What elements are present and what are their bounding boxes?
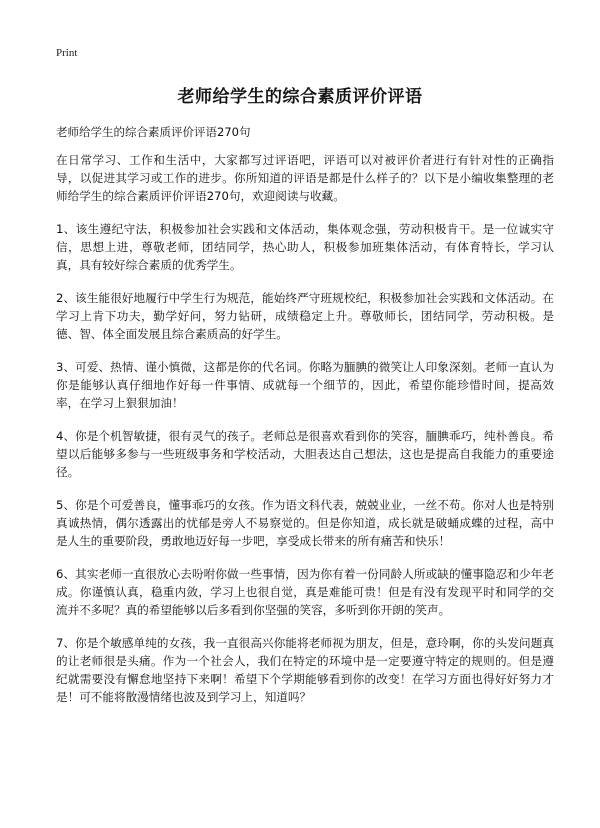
comment-paragraph-7: 7、你是个敏感单纯的女孩，我一直很高兴你能将老师视为朋友，但是，意玲啊，你的头发问题真的让老师很是头痛。作为一个社会人，我们在特定的环境中是一定要遵守特定的规则的。但是遵纪就需要没有懈怠地坚持下来啊！希望下个学期能够看到你的改变！在学习方面也得好好努力才是！可不能将散漫情绪也波及到学习上，知道吗？ bbox=[56, 636, 554, 704]
intro-paragraph: 在日常学习、工作和生活中，大家都写过评语吧，评语可以对被评价者进行有针对性的正确指导，以促进其学习或工作的进步。你所知道的评语是都是什么样子的？以下是小编收集整理的老师给学生的综合素质评价评语270句，欢迎阅读与收藏。 bbox=[56, 153, 554, 203]
comment-paragraph-5: 5、你是个可爱善良，懂事乖巧的女孩。作为语文科代表，兢兢业业，一丝不苟。你对人也是特别真诚热情，偶尔透露出的忧郁是旁人不易察觉的。但是你知道，成长就是破蛹成蝶的过程，高中是人生的重要阶段，勇敢地迈好每一步吧，享受成长带来的所有痛苦和快乐！ bbox=[56, 498, 554, 548]
comment-paragraph-3: 3、可爱、热情、谨小慎微，这都是你的代名词。你略为腼腆的微笑让人印象深刻。老师一直认为你是能够认真仔细地作好每一件事情、成就每一个细节的，因此，希望你能珍惜时间，提高效率，在学习上狠狠加油！ bbox=[56, 360, 554, 410]
document-subtitle: 老师给学生的综合素质评价评语270句 bbox=[56, 125, 251, 139]
page-title: 老师给学生的综合素质评价评语 bbox=[177, 87, 423, 107]
document-body bbox=[56, 151, 554, 721]
print-link[interactable]: Print bbox=[56, 47, 78, 59]
comment-paragraph-1: 1、该生遵纪守法，积极参加社会实践和文体活动，集体观念强，劳动积极肯干。是一位诚实守信，思想上进，尊敬老师，团结同学，热心助人，积极参加班集体活动，有体育特长，学习认真，具有较好综合素质的优秀学生。 bbox=[56, 222, 554, 272]
comment-paragraph-6: 6、其实老师一直很放心去吩咐你做一些事情，因为你有着一份同龄人所或缺的懂事隐忍和少年老成。你谨慎认真，稳重内敛，学习上也很自觉，真是难能可贵！但是有没有发现平时和同学的交流并不多呢？真的希望能够以后多看到你坚强的笑容，多听到你开朗的笑声。 bbox=[56, 567, 554, 617]
comment-paragraph-4: 4、你是个机智敏捷，很有灵气的孩子。老师总是很喜欢看到你的笑容，腼腆乖巧，纯朴善良。希望以后能够多参与一些班级事务和学校活动，大胆表达自己想法，这也是提高自我能力的重要途径。 bbox=[56, 429, 554, 479]
comment-paragraph-2: 2、该生能很好地履行中学生行为规范，能始终严守班规校纪，积极参加社会实践和文体活动。在学习上肯下功夫，勤学好问，努力钻研，成绩稳定上升。尊敬师长，团结同学，劳动积极。是德、智、体全面发展且综合素质高的好学生。 bbox=[56, 291, 554, 341]
